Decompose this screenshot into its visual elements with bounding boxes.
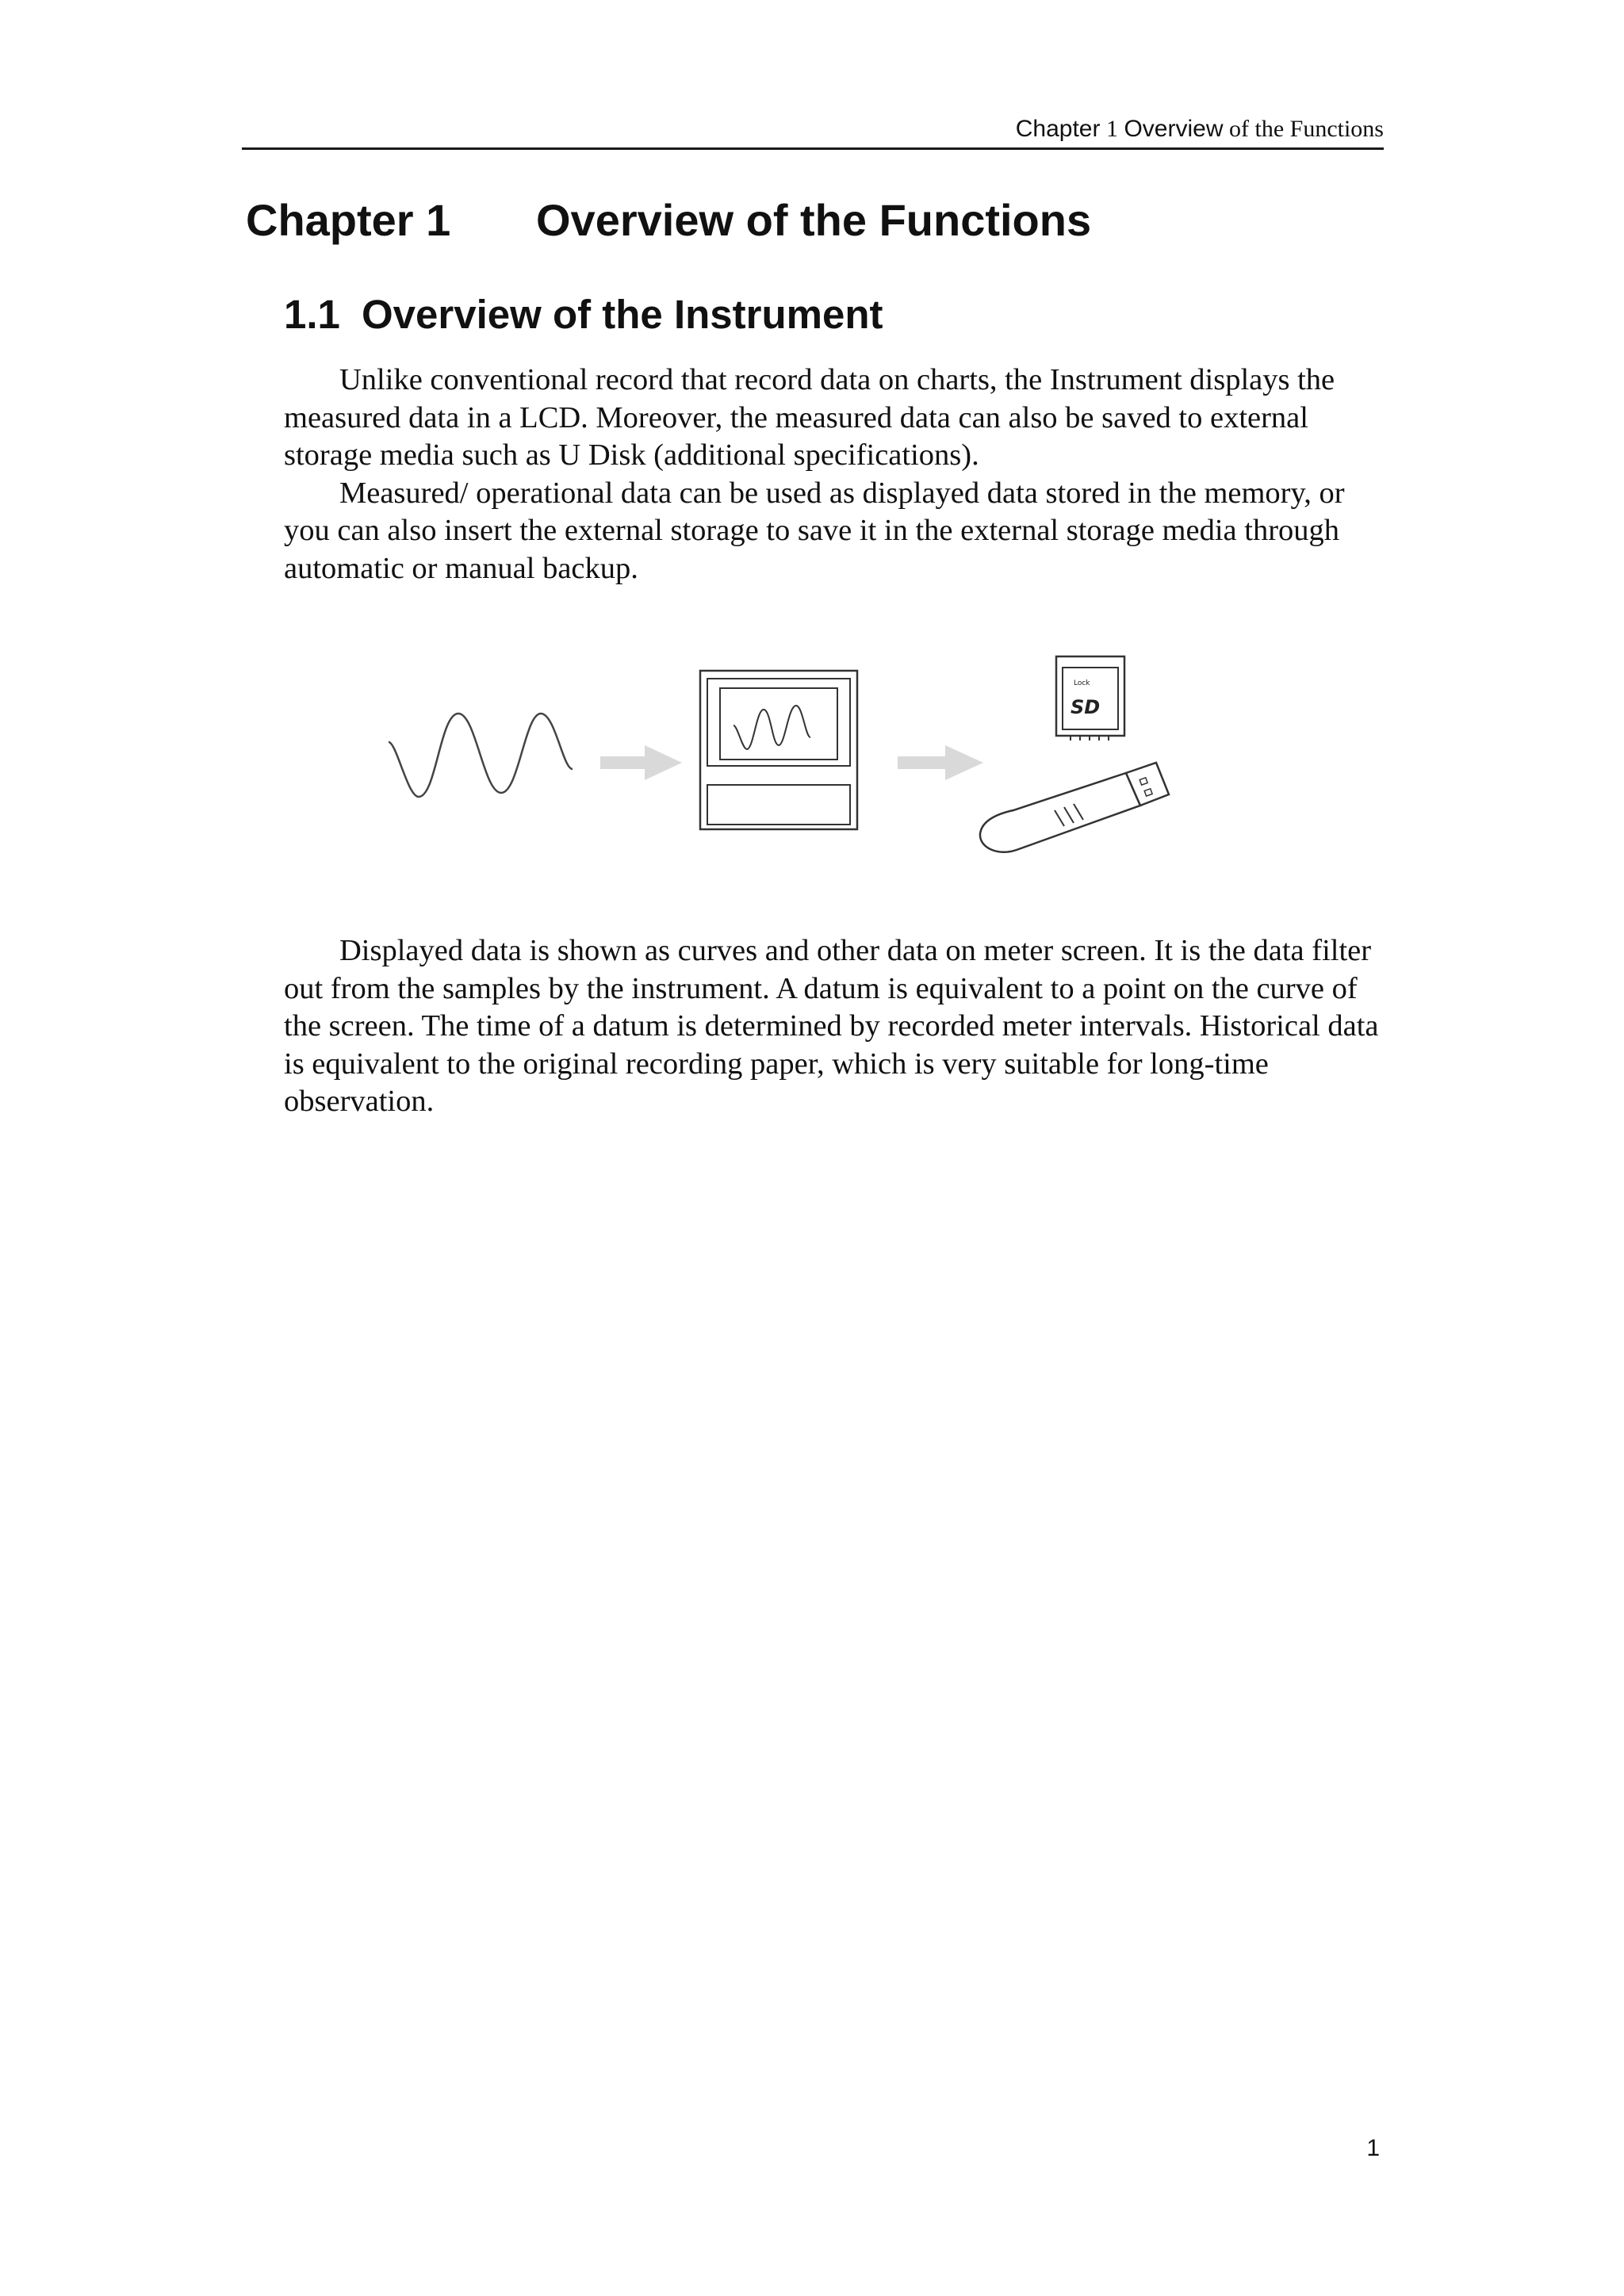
waveform-icon — [389, 714, 573, 797]
paragraph: Measured/ operational data can be used as displayed data stored in the memory, or you can also insert the external storage to save it in the external storage media through automatic or manual backup. — [284, 476, 1345, 585]
chapter-title-text: Overview of the Functions — [536, 195, 1092, 245]
paragraph: Displayed data is shown as curves and other data on meter screen. It is the data filter out from the samples by the instrument. A datum is equivalent to a point on the curve of the screen. The time of a datum is determined by recorded meter intervals. Historical data is equivalent to the original recording paper, which is very suitable for long-time observation. — [284, 934, 1379, 1118]
header-chapter-word: Chapter — [1015, 116, 1101, 142]
arrow-right-icon — [898, 745, 983, 780]
header-rest: of the Functions — [1229, 116, 1384, 142]
intro-text-block — [284, 362, 1394, 587]
recorder-screen-icon — [700, 671, 857, 829]
running-header — [242, 111, 1384, 150]
data-flow-figure — [373, 650, 1205, 872]
chapter-number-label: Chapter 1 — [246, 195, 451, 245]
section-title — [284, 283, 883, 346]
section-title-text: Overview of the Instrument — [362, 292, 883, 337]
header-overview-word: Overview — [1124, 116, 1224, 142]
displayed-data-text-block — [284, 932, 1394, 1121]
chapter-title — [246, 189, 1091, 252]
usb-disk-icon — [980, 763, 1169, 852]
sd-lock-label: Lock — [1074, 679, 1090, 687]
paragraph: Unlike conventional record that record data on charts, the Instrument displays the measured data in a LCD. Moreover, the measured data can also be saved to external storage media such as U Disk (additional specifications). — [284, 363, 1335, 472]
sd-card-icon — [1056, 656, 1124, 740]
section-number: 1.1 — [284, 292, 340, 337]
header-chapter-number: 1 — [1105, 116, 1118, 142]
page-number: 1 — [1366, 2135, 1380, 2161]
arrow-right-icon — [600, 745, 682, 780]
sd-logo: SD — [1071, 696, 1101, 718]
